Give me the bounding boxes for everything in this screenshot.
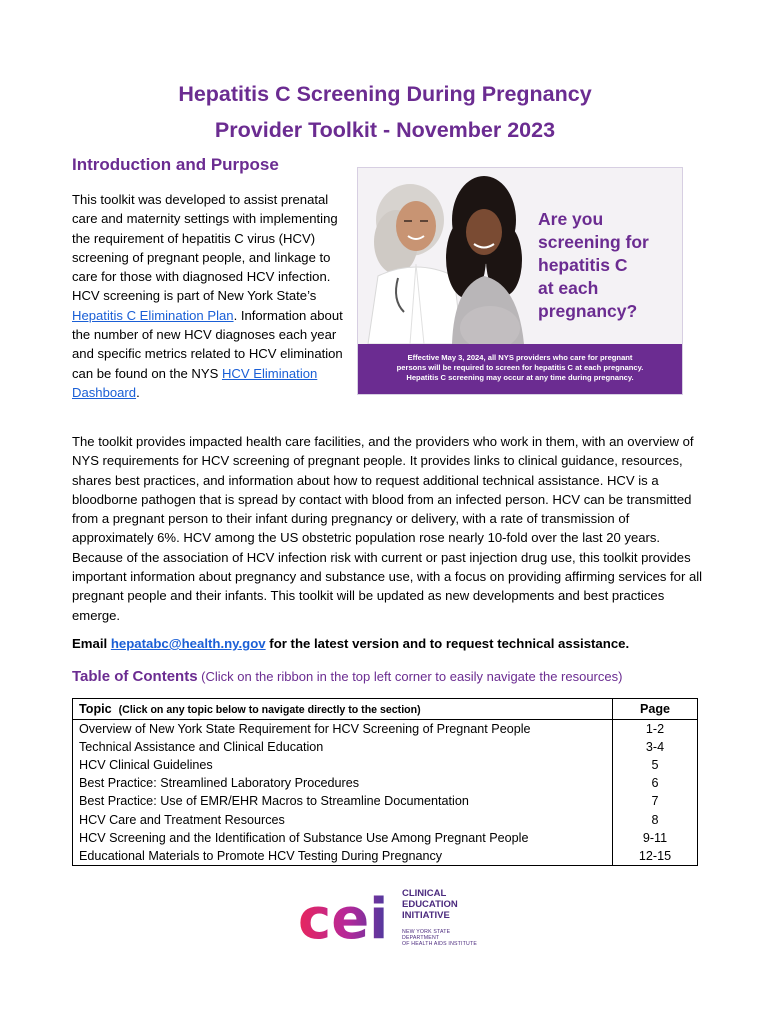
promo-headline-line: hepatitis C — [538, 255, 628, 275]
toc-page-number: 8 — [613, 810, 698, 828]
email-contact-line — [72, 636, 708, 651]
table-row[interactable] — [73, 738, 698, 756]
hepatitis-c-elimination-plan-link[interactable]: Hepatitis C Elimination Plan — [72, 307, 234, 323]
toc-page-number: 9-11 — [613, 829, 698, 847]
screening-promo-image — [357, 167, 683, 395]
toc-topic-link[interactable]: HCV Clinical Guidelines — [73, 756, 613, 774]
hcv-elimination-dashboard-link[interactable]: HCV Elimination Dashboard — [72, 365, 318, 400]
table-of-contents — [72, 698, 698, 866]
table-row[interactable] — [73, 792, 698, 810]
intro-text-2: . Information about the number of new HCV diagnoses each year and specific metrics related to HCV elimination can be found on the NYS — [72, 307, 343, 381]
cei-logo-mark — [298, 880, 398, 950]
intro-heading: Introduction and Purpose — [72, 155, 279, 174]
intro-text-1: This toolkit was developed to assist prenatal care and maternity settings with implementing the requirement of hepatitis C virus (HCV) screening of pregnant people, and linkage to care for those with diagnosed HCV infection. HCV screening is part of New York State’s — [72, 192, 338, 304]
promo-effective-date-band — [358, 344, 682, 394]
promo-band-line: persons will be required to screen for hepatitis C at each pregnancy. — [396, 363, 644, 372]
promo-headline-line: Are you — [538, 209, 604, 229]
cei-logo-letters: cei — [298, 887, 389, 950]
toc-topic-header-label: Topic — [79, 702, 112, 716]
toc-note: (Click on the ribbon in the top left corner to easily navigate the resources) — [197, 669, 623, 684]
table-row[interactable] — [73, 756, 698, 774]
toc-page-number: 1-2 — [613, 720, 698, 739]
table-row[interactable] — [73, 720, 698, 739]
promo-band-line: Hepatitis C screening may occur at any time during pregnancy. — [406, 373, 634, 382]
toc-page-header: Page — [613, 699, 698, 720]
toolkit-description: The toolkit provides impacted health care facilities, and the providers who work in them, with an overview of NYS requirements for HCV screening of pregnant people. It provides links to clinical guidance, resources, shares best practices, and information about how to request additional technical assistance. HCV is a bloodborne pathogen that is spread by contact with blood from an infected person. HCV can be transmitted from a pregnant person to their infant during pregnancy or delivery, with a rate of transmission of approximately 6%. HCV among the US obstetric population rose nearly 10-fold over the last 20 years. Because of the association of HCV infection risk with current or past injection drug use, this toolkit provides important information about pregnancy and substance use, with a focus on providing affirming services for all pregnant people and their infants. This toolkit will be updated as new developments and best practices emerge. — [72, 434, 703, 623]
cei-logo-sub-line: OF HEALTH AIDS INSTITUTE — [402, 941, 478, 947]
toc-header-row — [73, 699, 698, 720]
toc-topic-header-note: (Click on any topic below to navigate directly to the section) — [118, 704, 421, 716]
toc-page-number: 7 — [613, 792, 698, 810]
intro-paragraph — [72, 190, 344, 402]
cei-logo-subtitle — [402, 929, 478, 947]
toc-topic-link[interactable]: Educational Materials to Promote HCV Testing During Pregnancy — [73, 847, 613, 866]
promo-headline-line: screening for — [538, 232, 649, 252]
cei-logo-name-line: EDUCATION — [402, 899, 458, 910]
cei-logo-name-line: CLINICAL — [402, 888, 447, 899]
document-title-line1: Hepatitis C Screening During Pregnancy — [178, 82, 592, 106]
toc-page-number: 5 — [613, 756, 698, 774]
cei-logo — [298, 880, 478, 950]
toc-topic-link[interactable]: Best Practice: Streamlined Laboratory Procedures — [73, 774, 613, 792]
toc-page-number: 12-15 — [613, 847, 698, 866]
intro-text-3: . — [136, 384, 140, 400]
table-row[interactable] — [73, 810, 698, 828]
table-row[interactable] — [73, 774, 698, 792]
table-row[interactable] — [73, 829, 698, 847]
email-link[interactable]: hepatabc@health.ny.gov — [110, 636, 266, 651]
email-suffix: for the latest version and to request technical assistance. — [265, 636, 630, 651]
toc-topic-link[interactable]: Overview of New York State Requirement for HCV Screening of Pregnant People — [73, 720, 613, 739]
document-title-line2: Provider Toolkit - November 2023 — [214, 118, 556, 142]
promo-headline-line: at each — [538, 278, 599, 298]
toc-title: Table of Contents — [72, 668, 198, 685]
toc-page-number: 6 — [613, 774, 698, 792]
table-row[interactable] — [73, 847, 698, 866]
toc-topic-link[interactable]: Best Practice: Use of EMR/EHR Macros to Streamline Documentation — [73, 792, 613, 810]
promo-headline-line: pregnancy? — [538, 301, 638, 321]
toc-page-number: 3-4 — [613, 738, 698, 756]
toc-topic-link[interactable]: HCV Care and Treatment Resources — [73, 810, 613, 828]
toc-topic-link[interactable]: HCV Screening and the Identification of Substance Use Among Pregnant People — [73, 829, 613, 847]
promo-headline — [538, 208, 678, 323]
toc-topic-link[interactable]: Technical Assistance and Clinical Education — [73, 738, 613, 756]
email-prefix: Email — [72, 636, 111, 651]
promo-band-line: Effective May 3, 2024, all NYS providers who care for pregnant — [407, 353, 633, 362]
toc-heading — [72, 668, 622, 685]
cei-logo-name-line: INITIATIVE — [402, 910, 450, 921]
toc-topic-header — [73, 699, 613, 720]
cei-logo-sub-line: NEW YORK STATE DEPARTMENT — [402, 929, 451, 941]
cei-logo-name — [402, 888, 458, 921]
